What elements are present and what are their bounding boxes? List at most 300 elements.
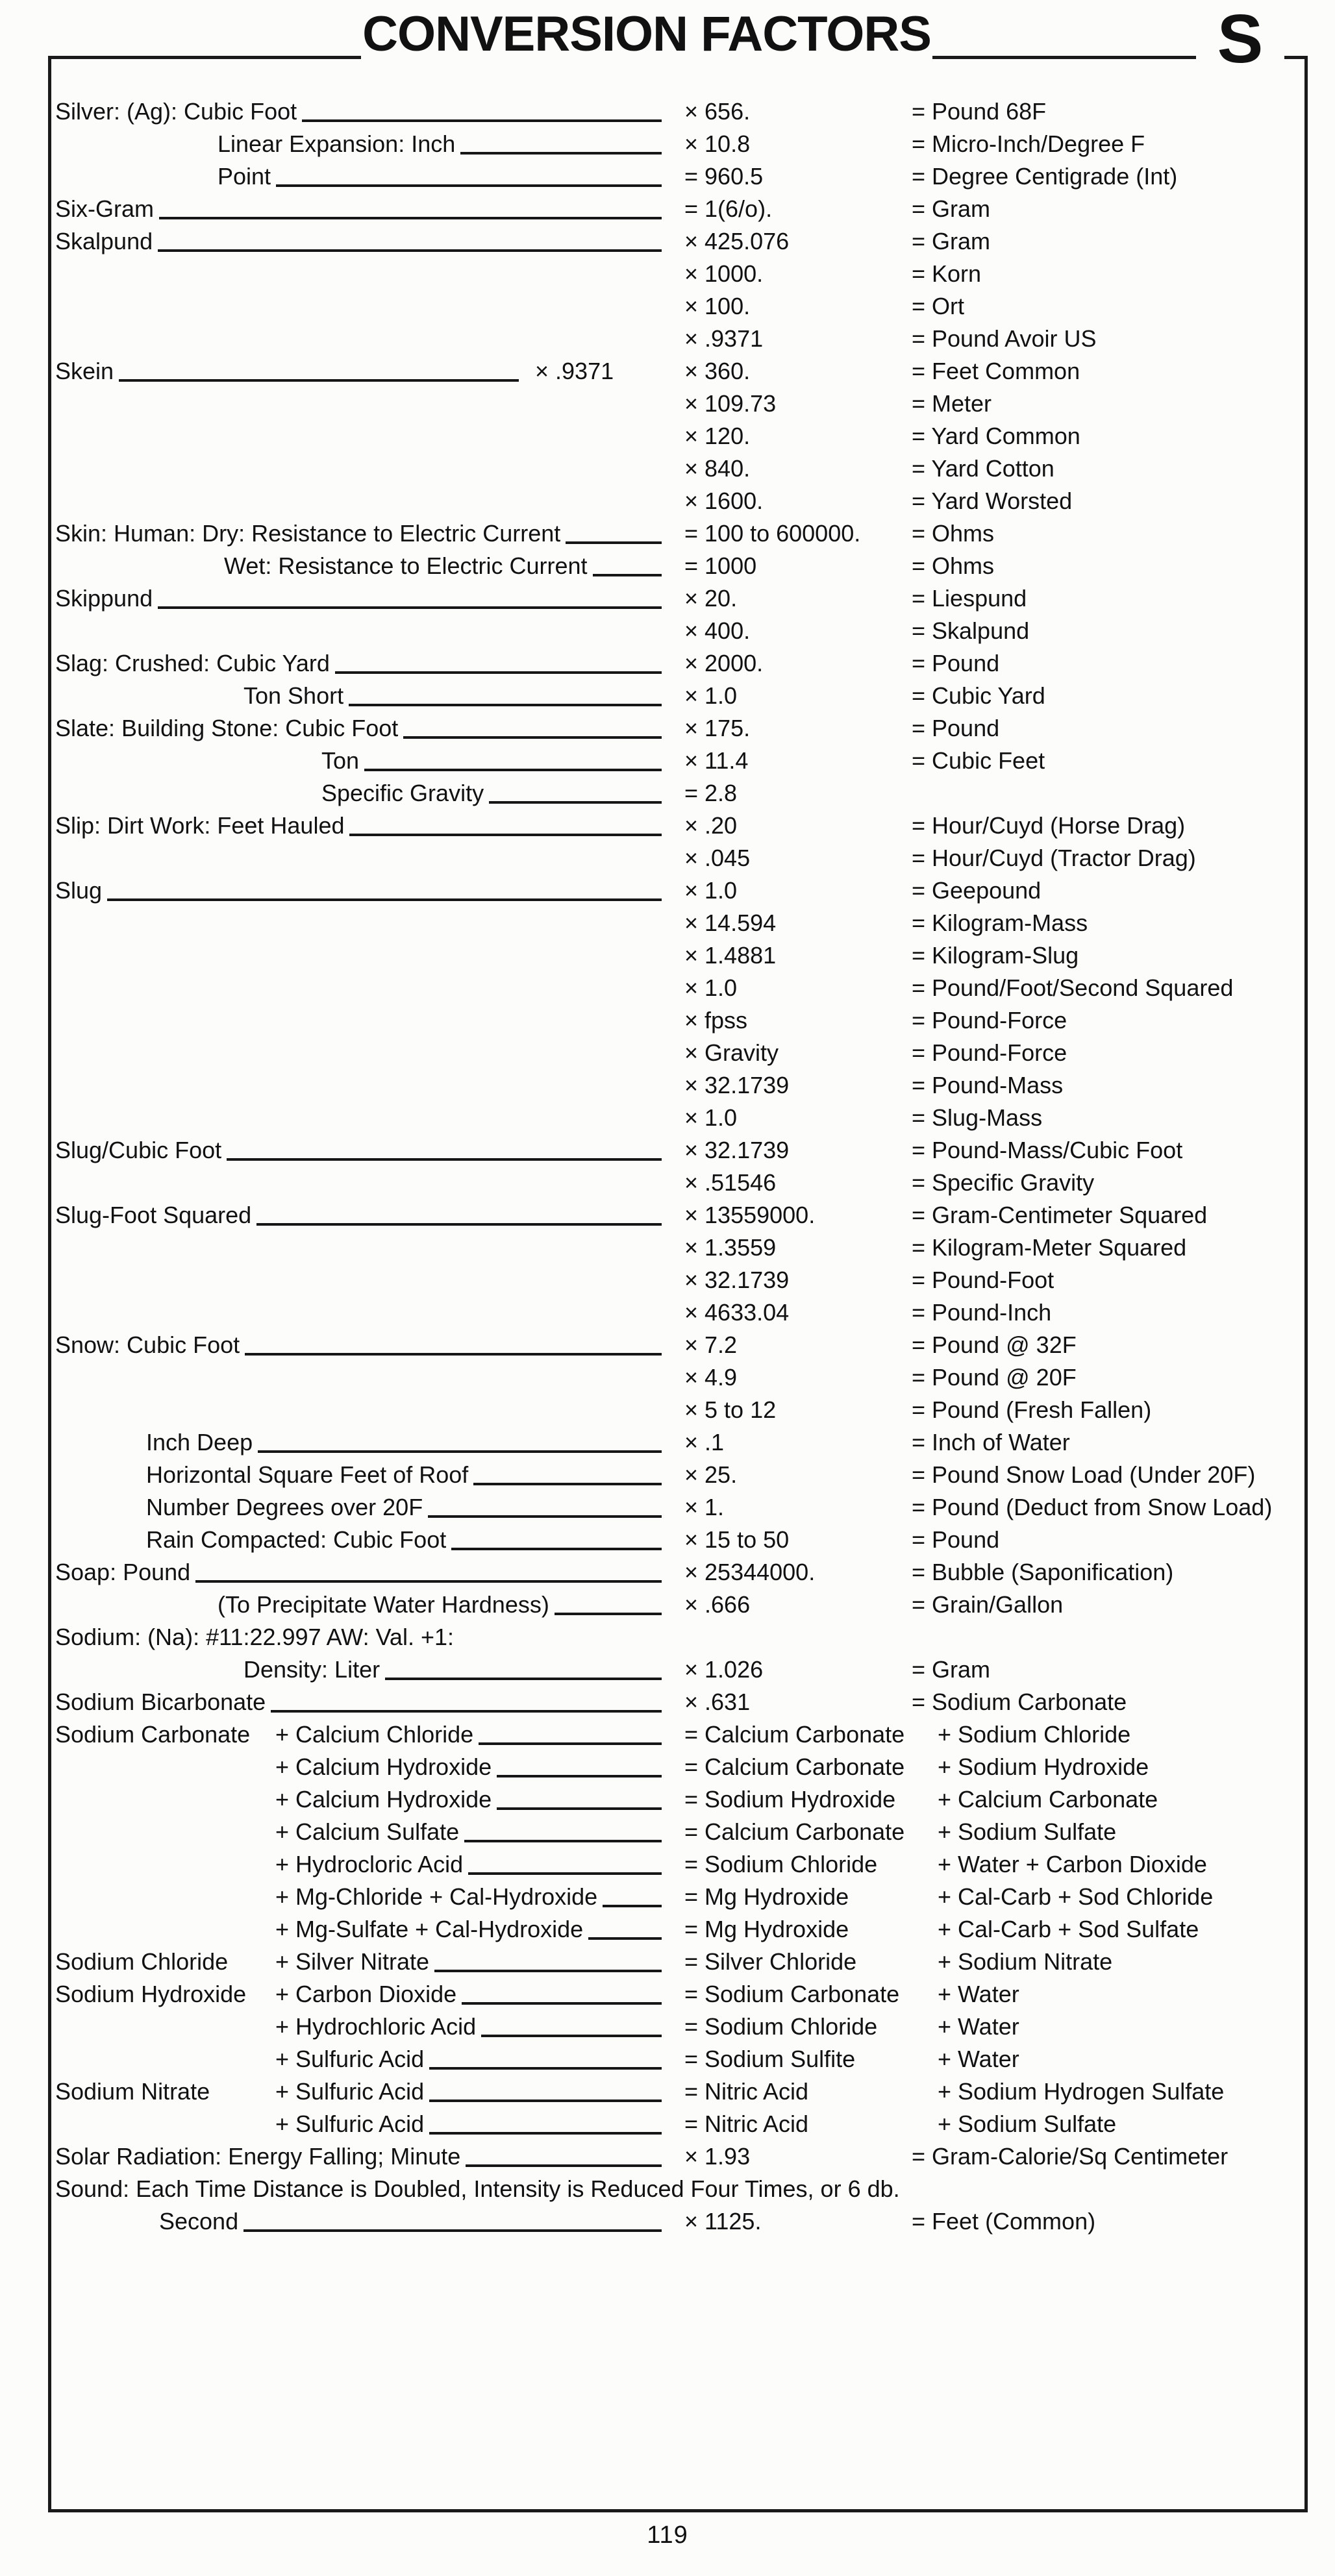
row-factor: × 11.4 [684, 747, 749, 774]
row-factor: = 2.8 [684, 780, 738, 806]
table-row [51, 1978, 1304, 2011]
row-result: = Ohms [912, 520, 995, 547]
row-result: = Yard Cotton [912, 455, 1054, 482]
row-result: = Pound [912, 715, 1000, 741]
chem-product: = Sodium Sulfite [684, 2046, 856, 2072]
row-factor: × 175. [684, 715, 751, 741]
row-result: = Specific Gravity [912, 1169, 1095, 1196]
chem-extra: + Water [938, 2013, 1019, 2040]
row-factor: × 10.8 [684, 130, 751, 157]
chem-reagent: + Sulfuric Acid [275, 2046, 425, 2072]
table-row [51, 2011, 1304, 2043]
table-row [51, 1621, 1304, 1653]
row-result: = Ohms [912, 552, 995, 579]
chem-reagent: + Hydrochloric Acid [275, 2013, 477, 2040]
table-row [51, 1913, 1304, 1946]
leader-line [603, 1905, 662, 1907]
leader-line [335, 671, 662, 674]
row-label: Sodium Bicarbonate [55, 1689, 266, 1715]
table-row [51, 874, 1304, 907]
row-result: = Kilogram-Slug [912, 942, 1079, 969]
row-label: Skin: Human: Dry: Resistance to Electric Current [55, 520, 561, 547]
row-factor: × 425.076 [684, 228, 790, 254]
row-label: Linear Expansion: Inch [218, 130, 456, 157]
chem-head: Sodium Chloride [55, 1948, 229, 1975]
row-factor: × 5 to 12 [684, 1396, 777, 1423]
chem-product: = Mg Hydroxide [684, 1916, 849, 1942]
row-label: Wet: Resistance to Electric Current [224, 552, 588, 579]
row-text: Sodium: (Na): #11:22.997 AW: Val. +1: [55, 1624, 455, 1650]
table-row [51, 2140, 1304, 2173]
leader-line [434, 1970, 662, 1972]
chem-extra: + Water [938, 2046, 1019, 2072]
row-factor: × 4633.04 [684, 1299, 790, 1326]
row-label: Slug [55, 877, 103, 904]
leader-line [497, 1775, 662, 1777]
row-label-cell [55, 160, 668, 193]
chem-reagent-cell [275, 1913, 668, 1946]
row-factor: × 25. [684, 1461, 738, 1488]
chem-reagent: + Mg-Sulfate + Cal-Hydroxide [275, 1916, 584, 1942]
table-row [51, 842, 1304, 874]
row-label-cell [55, 355, 525, 388]
row-result: = Slug-Mass [912, 1104, 1043, 1131]
row-factor: × 1125. [684, 2208, 762, 2235]
chem-reagent-cell [275, 1718, 668, 1751]
table-row [51, 388, 1304, 420]
row-label-cell [55, 95, 668, 128]
table-row [51, 95, 1304, 128]
row-label-cell [55, 1524, 668, 1556]
leader-line [227, 1158, 662, 1161]
page-title: CONVERSION FACTORS [361, 4, 932, 65]
row-label: Skalpund [55, 228, 153, 254]
row-label: Specific Gravity [321, 780, 484, 806]
leader-line [271, 1710, 662, 1713]
leader-line [451, 1548, 662, 1550]
chem-head: Sodium Carbonate [55, 1721, 251, 1748]
table-row [51, 1491, 1304, 1524]
row-factor: × .20 [684, 812, 738, 839]
row-result: = Bubble (Saponification) [912, 1559, 1174, 1585]
row-factor: × 1.0 [684, 974, 738, 1001]
row-factor: × 13559000. [684, 1202, 816, 1228]
table-row [51, 1134, 1304, 1167]
row-label-cell [55, 1459, 668, 1491]
leader-line [429, 2099, 662, 2102]
row-factor: × 109.73 [684, 390, 777, 417]
leader-line [473, 1483, 662, 1485]
table-row [51, 2043, 1304, 2075]
chem-extra: + Water [938, 1981, 1019, 2007]
row-label-cell [55, 745, 668, 777]
table-row [51, 1946, 1304, 1978]
leader-line [555, 1613, 662, 1615]
content-box [48, 56, 1308, 2512]
chem-extra: + Sodium Hydroxide [938, 1753, 1149, 1780]
table-row [51, 939, 1304, 972]
row-label-cell [55, 582, 668, 615]
leader-line [245, 1353, 662, 1356]
row-result: = Pound-Mass/Cubic Foot [912, 1137, 1183, 1163]
leader-line [349, 704, 662, 706]
row-label-cell [55, 128, 668, 160]
row-result: = Pound @ 32F [912, 1331, 1077, 1358]
row-factor: × 1.026 [684, 1656, 764, 1683]
row-factor: × .1 [684, 1429, 725, 1455]
row-result: = Pound/Foot/Second Squared [912, 974, 1234, 1001]
chem-reagent: + Calcium Sulfate [275, 1818, 460, 1845]
row-label: Point [218, 163, 271, 190]
table-row [51, 2205, 1304, 2238]
row-result: = Kilogram-Meter Squared [912, 1234, 1187, 1261]
row-result: = Yard Common [912, 423, 1080, 449]
row-label: Skippund [55, 585, 153, 612]
leader-line [385, 1678, 662, 1680]
row-label: Six-Gram [55, 195, 154, 222]
chem-reagent-cell [275, 1783, 668, 1816]
row-result: = Cubic Feet [912, 747, 1045, 774]
row-result: = Pound-Mass [912, 1072, 1064, 1098]
table-row [51, 1361, 1304, 1394]
row-label: Slip: Dirt Work: Feet Hauled [55, 812, 345, 839]
row-result: = Pound Avoir US [912, 325, 1097, 352]
leader-line [460, 152, 662, 155]
chem-reagent-cell [275, 1978, 668, 2011]
table-row [51, 2108, 1304, 2140]
chem-product: = Sodium Chloride [684, 1851, 878, 1877]
table-row [51, 647, 1304, 680]
table-row [51, 1167, 1304, 1199]
table-row [51, 355, 1304, 388]
row-factor: × 1.4881 [684, 942, 777, 969]
row-label-cell [55, 2205, 668, 2238]
row-factor: = 1000 [684, 552, 757, 579]
table-row [51, 1329, 1304, 1361]
row-factor: × 100. [684, 293, 751, 319]
chem-reagent-cell [275, 1881, 668, 1913]
row-label-cell [55, 777, 668, 810]
row-factor: × fpss [684, 1007, 748, 1034]
chem-reagent: + Sulfuric Acid [275, 2111, 425, 2137]
chem-product: = Calcium Carbonate [684, 1818, 905, 1845]
row-label-cell [55, 1686, 668, 1718]
chem-product: = Sodium Hydroxide [684, 1786, 896, 1813]
chem-product: = Nitric Acid [684, 2111, 809, 2137]
row-factor: × .9371 [684, 325, 764, 352]
leader-line [258, 1450, 662, 1453]
row-label-cell [55, 1589, 668, 1621]
table-row [51, 1751, 1304, 1783]
row-label: Slug-Foot Squared [55, 1202, 252, 1228]
row-label: Snow: Cubic Foot [55, 1331, 240, 1358]
row-factor: × .045 [684, 845, 751, 871]
chem-product: = Mg Hydroxide [684, 1883, 849, 1910]
leader-line [464, 1840, 662, 1842]
table-row [51, 323, 1304, 355]
leader-line [566, 541, 662, 544]
row-factor: × 1600. [684, 488, 764, 514]
table-row [51, 1556, 1304, 1589]
chem-product: = Nitric Acid [684, 2078, 809, 2105]
row-factor: × 25344000. [684, 1559, 816, 1585]
chem-head: Sodium Hydroxide [55, 1981, 247, 2007]
table-row [51, 193, 1304, 225]
table-row [51, 1524, 1304, 1556]
chem-reagent: + Carbon Dioxide [275, 1981, 457, 2007]
leader-line [364, 769, 662, 771]
row-result: = Gram-Centimeter Squared [912, 1202, 1208, 1228]
leader-line [256, 1223, 662, 1226]
row-result: = Gram [912, 1656, 991, 1683]
chem-reagent-cell [275, 2043, 668, 2075]
leader-line [403, 736, 662, 739]
chem-extra: + Sodium Nitrate [938, 1948, 1113, 1975]
chem-reagent-cell [275, 1946, 668, 1978]
table-row [51, 1718, 1304, 1751]
chem-extra: + Sodium Hydrogen Sulfate [938, 2078, 1225, 2105]
table-row [51, 1232, 1304, 1264]
row-label: Solar Radiation: Energy Falling; Minute [55, 2143, 461, 2170]
row-label-cell [55, 1329, 668, 1361]
row-label: Skein [55, 358, 114, 384]
table-row [51, 1426, 1304, 1459]
row-label-cell [55, 517, 668, 550]
row-factor: = 100 to 600000. [684, 520, 861, 547]
row-factor: × .631 [684, 1689, 751, 1715]
row-result: = Meter [912, 390, 992, 417]
chem-extra: + Cal-Carb + Sod Chloride [938, 1883, 1214, 1910]
row-label: Silver: (Ag): Cubic Foot [55, 98, 297, 125]
chem-product: = Sodium Chloride [684, 2013, 878, 2040]
leader-line [429, 2067, 662, 2070]
leader-line [462, 2002, 662, 2005]
row-label: Density: Liter [243, 1656, 381, 1683]
table-row [51, 1037, 1304, 1069]
row-result: = Pound [912, 650, 1000, 676]
row-factor: × 32.1739 [684, 1267, 790, 1293]
chem-reagent-cell [275, 1848, 668, 1881]
row-label-cell [55, 193, 668, 225]
table-row [51, 1589, 1304, 1621]
chem-reagent: + Calcium Hydroxide [275, 1753, 492, 1780]
chem-product: = Sodium Carbonate [684, 1981, 900, 2007]
chem-product: = Silver Chloride [684, 1948, 857, 1975]
chem-reagent-cell [275, 2108, 668, 2140]
row-label: (To Precipitate Water Hardness) [218, 1591, 549, 1618]
table-row [51, 582, 1304, 615]
row-label: Number Degrees over 20F [146, 1494, 423, 1520]
table-row [51, 1004, 1304, 1037]
table-row [51, 160, 1304, 193]
row-label: Rain Compacted: Cubic Foot [146, 1526, 447, 1553]
row-result: = Pound (Fresh Fallen) [912, 1396, 1152, 1423]
leader-line [349, 834, 662, 836]
row-label: Ton Short [243, 682, 344, 709]
row-result: = Degree Centigrade (Int) [912, 163, 1178, 190]
table-row [51, 1069, 1304, 1102]
row-factor: × .666 [684, 1591, 751, 1618]
row-result: = Feet Common [912, 358, 1080, 384]
table-row [51, 485, 1304, 517]
row-result: = Hour/Cuyd (Horse Drag) [912, 812, 1186, 839]
row-label: Ton [321, 747, 360, 774]
table-row [51, 258, 1304, 290]
table-row [51, 550, 1304, 582]
row-factor: × 656. [684, 98, 751, 125]
row-result: = Pound-Foot [912, 1267, 1054, 1293]
row-factor: × 15 to 50 [684, 1526, 790, 1553]
row-factor: × .51546 [684, 1169, 777, 1196]
row-label: Second [159, 2208, 239, 2235]
row-result: = Liespund [912, 585, 1027, 612]
row-factor: × 1.0 [684, 877, 738, 904]
chem-reagent: + Hydrocloric Acid [275, 1851, 464, 1877]
leader-line [468, 1872, 662, 1875]
table-row [51, 810, 1304, 842]
table-row [51, 745, 1304, 777]
row-result: = Gram-Calorie/Sq Centimeter [912, 2143, 1229, 2170]
table-row [51, 712, 1304, 745]
leader-line [481, 2035, 662, 2037]
table-row [51, 517, 1304, 550]
leader-line [159, 217, 662, 219]
row-result: = Yard Worsted [912, 488, 1073, 514]
leader-line [428, 1515, 662, 1518]
leader-line [158, 249, 662, 252]
row-factor: × 20. [684, 585, 738, 612]
row-result: = Pound [912, 1526, 1000, 1553]
table-row [51, 1686, 1304, 1718]
table-row [51, 1783, 1304, 1816]
row-label-cell [55, 712, 668, 745]
chem-reagent: + Calcium Chloride [275, 1721, 474, 1748]
row-factor: × 32.1739 [684, 1137, 790, 1163]
table-row [51, 1881, 1304, 1913]
row-result: = Ort [912, 293, 965, 319]
leader-line [429, 2132, 662, 2135]
row-result: = Pound-Force [912, 1007, 1067, 1034]
table-row [51, 680, 1304, 712]
row-result: = Kilogram-Mass [912, 910, 1088, 936]
row-result: = Inch of Water [912, 1429, 1070, 1455]
row-label-cell [55, 680, 668, 712]
row-result: = Pound-Force [912, 1039, 1067, 1066]
row-label: Inch Deep [146, 1429, 253, 1455]
conversion-table [51, 95, 1304, 2238]
page-number: 119 [647, 2521, 688, 2549]
row-label-cell [55, 874, 668, 907]
chem-reagent: + Sulfuric Acid [275, 2078, 425, 2105]
row-label-cell [55, 1556, 668, 1589]
leader-line [489, 801, 662, 804]
row-factor: × 1.0 [684, 1104, 738, 1131]
row-text: Sound: Each Time Distance is Doubled, Intensity is Reduced Four Times, or 6 db. [55, 2175, 900, 2202]
table-row [51, 972, 1304, 1004]
leader-line [276, 184, 662, 187]
row-result: = Pound Snow Load (Under 20F) [912, 1461, 1256, 1488]
row-result: = Skalpund [912, 617, 1030, 644]
chem-extra: + Sodium Chloride [938, 1721, 1131, 1748]
row-label-cell [55, 2140, 668, 2173]
row-result: = Pound @ 20F [912, 1364, 1077, 1391]
chem-extra: + Sodium Sulfate [938, 2111, 1117, 2137]
table-row [51, 420, 1304, 452]
leader-line [243, 2229, 662, 2232]
leader-line [497, 1807, 662, 1810]
row-label-cell [55, 1134, 668, 1167]
row-factor: × 1.3559 [684, 1234, 777, 1261]
row-label: Slate: Building Stone: Cubic Foot [55, 715, 399, 741]
chem-reagent: + Mg-Chloride + Cal-Hydroxide [275, 1883, 598, 1910]
table-row [51, 128, 1304, 160]
row-result: = Pound 68F [912, 98, 1047, 125]
table-row [51, 1264, 1304, 1296]
row-factor: = 960.5 [684, 163, 764, 190]
chem-extra: + Water + Carbon Dioxide [938, 1851, 1207, 1877]
row-label-cell [55, 647, 668, 680]
row-result: = Gram [912, 228, 991, 254]
row-factor: × 4.9 [684, 1364, 738, 1391]
chem-reagent: + Calcium Hydroxide [275, 1786, 492, 1813]
table-row [51, 1199, 1304, 1232]
table-row [51, 225, 1304, 258]
row-label: Slug/Cubic Foot [55, 1137, 222, 1163]
row-result: = Geepound [912, 877, 1042, 904]
chem-product: = Calcium Carbonate [684, 1753, 905, 1780]
table-row [51, 1816, 1304, 1848]
row-factor: × 32.1739 [684, 1072, 790, 1098]
table-row [51, 1296, 1304, 1329]
row-factor: × 840. [684, 455, 751, 482]
row-factor: = 1(6/o). [684, 195, 773, 222]
row-factor: × Gravity [684, 1039, 779, 1066]
table-row [51, 777, 1304, 810]
leader-line [466, 2164, 662, 2167]
leader-line [107, 898, 662, 901]
row-label-cell [55, 1653, 668, 1686]
row-result: = Gram [912, 195, 991, 222]
row-factor: × 14.594 [684, 910, 777, 936]
section-letter: S [1196, 0, 1284, 78]
row-factor: × 2000. [684, 650, 764, 676]
chem-reagent-cell [275, 1816, 668, 1848]
row-result: = Cubic Yard [912, 682, 1045, 709]
row-result: = Micro-Inch/Degree F [912, 130, 1145, 157]
row-factor: × 400. [684, 617, 751, 644]
row-result: = Feet (Common) [912, 2208, 1096, 2235]
table-row [51, 1848, 1304, 1881]
row-label-cell [55, 1426, 668, 1459]
row-mid-factor: × .9371 [535, 358, 614, 384]
row-label: Soap: Pound [55, 1559, 191, 1585]
table-row [51, 1102, 1304, 1134]
row-factor: × 1. [684, 1494, 725, 1520]
chem-product: = Calcium Carbonate [684, 1721, 905, 1748]
row-factor: × 120. [684, 423, 751, 449]
row-result: = Pound-Inch [912, 1299, 1052, 1326]
row-result: = Pound (Deduct from Snow Load) [912, 1494, 1273, 1520]
leader-line [195, 1580, 662, 1583]
row-result: = Sodium Carbonate [912, 1689, 1127, 1715]
row-result: = Hour/Cuyd (Tractor Drag) [912, 845, 1196, 871]
leader-line [302, 119, 662, 122]
table-row [51, 907, 1304, 939]
row-label: Horizontal Square Feet of Roof [146, 1461, 469, 1488]
row-label-cell [55, 225, 668, 258]
row-label-cell [55, 810, 668, 842]
row-factor: × 1.93 [684, 2143, 751, 2170]
